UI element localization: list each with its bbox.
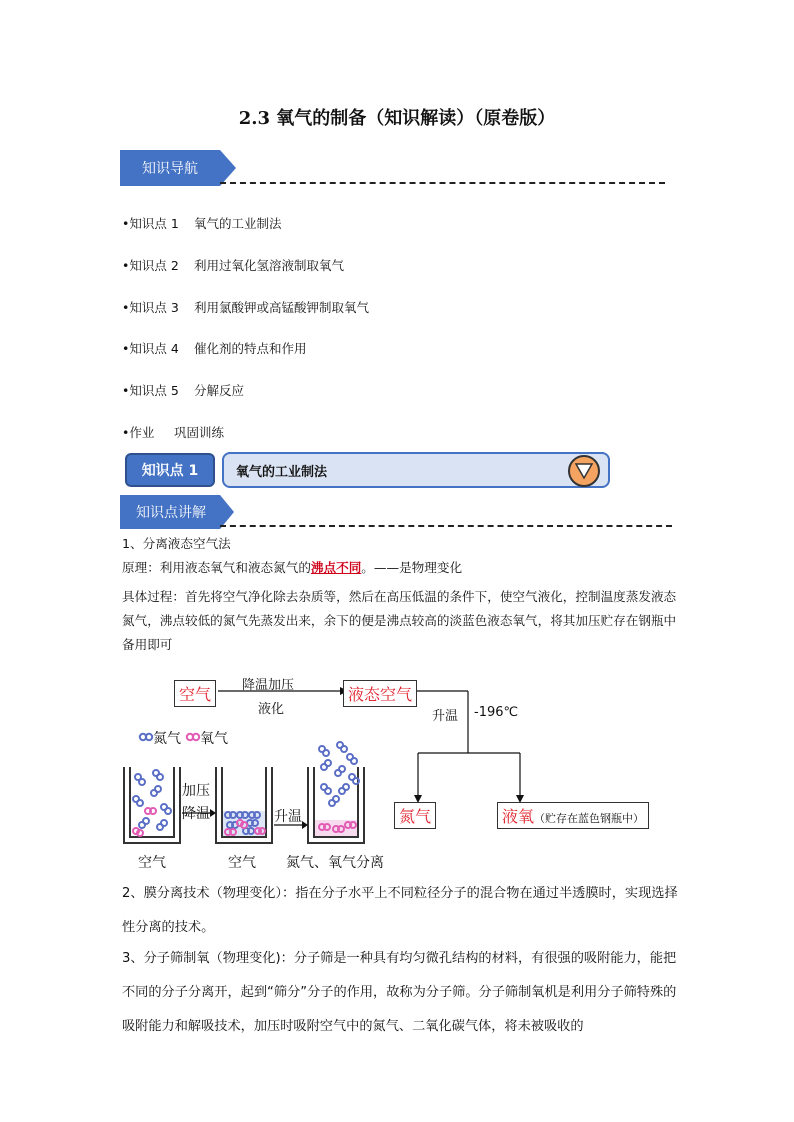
kp1-title-bar[interactable]	[222, 452, 610, 488]
step2-heat: 升温	[274, 809, 302, 825]
toc-item-4[interactable]: •知识点 4 催化剂的特点和作用	[122, 341, 307, 356]
heat-label: 升温	[432, 709, 459, 724]
step1-cool: 降温	[182, 806, 210, 822]
legend-o2-label: 氧气	[200, 731, 228, 747]
legend-o2-molecule	[187, 734, 199, 740]
caption-beaker-1: 空气	[138, 855, 166, 871]
temperature-label: -196℃	[474, 705, 519, 720]
toc-item-5[interactable]: •知识点 5 分解反应	[122, 383, 245, 398]
section1-principle: 原理：利用液态氧气和液态氮气的沸点不同。——是物理变化	[122, 560, 463, 575]
kp1-title: 氧气的工业制法	[236, 464, 328, 480]
toc-item-homework[interactable]: •作业 巩固训练	[122, 425, 225, 440]
principle-highlight: 沸点不同	[310, 560, 362, 575]
explain-banner-label: 知识点讲解	[136, 505, 206, 521]
section3-text: 3、分子筛制氧（物理变化)：分子筛是一种具有均匀微孔结构的材料，有很强的吸附能力，能把不同的分子分离开，起到“筛分”分子的作用，故称为分子筛。分子筛制氧机是利用分子筛特殊的吸附能力和解吸技术，加压时吸附空气中的氮气、二氧化碳气体，将未被吸收的	[122, 951, 677, 1034]
condition-bottom: 液化	[258, 702, 285, 717]
toc-item-1[interactable]: •知识点 1 氧气的工业制法	[122, 216, 282, 231]
toc-item-3[interactable]: •知识点 3 利用氯酸钾或高锰酸钾制取氧气	[122, 300, 370, 315]
caption-beaker-3: 氮气、氧气分离	[286, 855, 384, 871]
section2-text: 2、膜分离技术（物理变化）：指在分子水平上不同粒径分子的混合物在通过半透膜时，实现选择性分离的技术。	[122, 886, 678, 935]
liquid-oxygen-box: 液氧（贮存在蓝色钢瓶中）	[497, 802, 649, 829]
nitrogen-box: 氮气	[394, 802, 436, 829]
document-title: 2.3 氧气的制备（知识解读）（原卷版）	[238, 108, 556, 129]
step1-pressurize: 加压	[182, 783, 210, 799]
section1-process: 具体过程：首先将空气净化除去杂质等，然后在高压低温的条件下，使空气液化，控制温度蒸发液态氮气，沸点较低的氮气先蒸发出来，余下的便是沸点较高的淡蓝色液态氧气，将其加压贮存在钢瓶中备用即可	[122, 589, 677, 652]
liquid-air-box: 液态空气	[343, 680, 417, 707]
air-box: 空气	[174, 680, 216, 707]
toc-item-2[interactable]: •知识点 2 利用过氧化氢溶液制取氧气	[122, 258, 345, 273]
condition-top: 降温加压	[242, 678, 295, 693]
legend-n2-molecule	[140, 734, 152, 740]
explain-divider	[220, 525, 672, 527]
legend-n2-label: 氮气	[153, 731, 181, 747]
kp1-badge: 知识点 1	[125, 453, 215, 487]
nav-banner-label: 知识导航	[142, 161, 198, 177]
nav-divider	[220, 182, 665, 184]
caption-beaker-2: 空气	[228, 855, 256, 871]
chevron-down-icon[interactable]	[568, 455, 600, 487]
section1-heading: 1、分离液态空气法	[122, 536, 231, 551]
